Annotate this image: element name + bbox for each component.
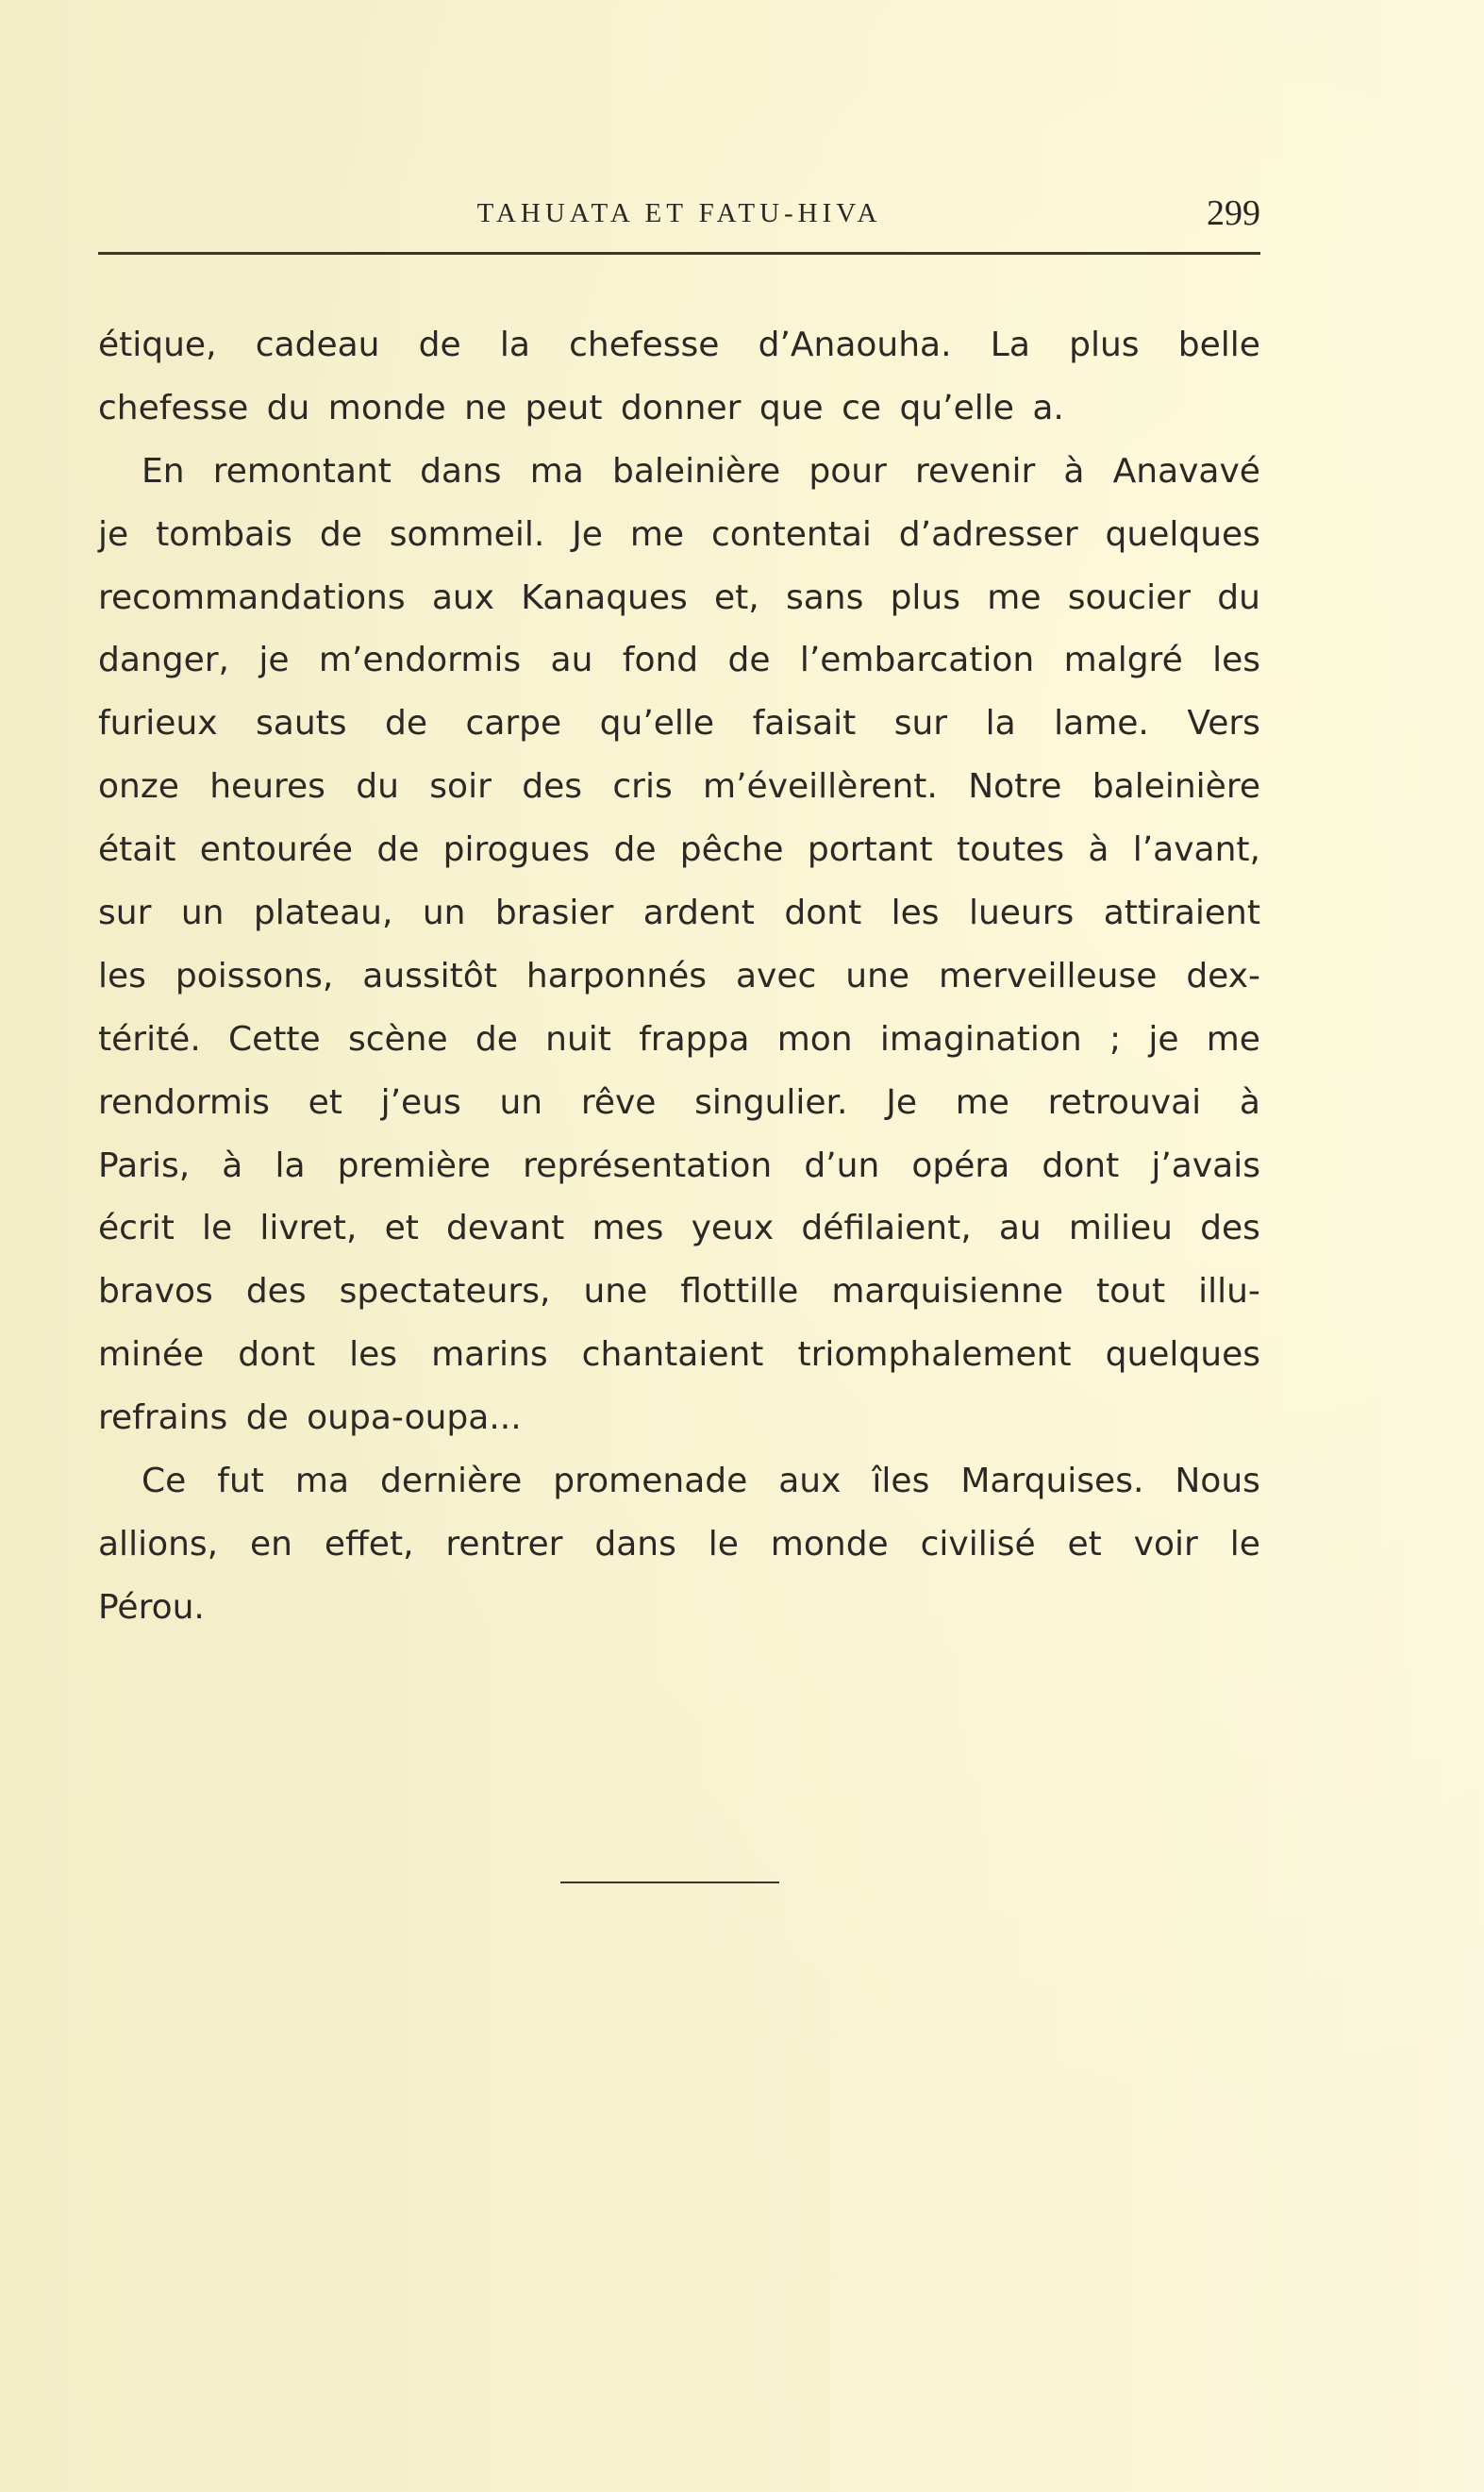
word: le: [1229, 1524, 1260, 1564]
word: plateau,: [253, 894, 393, 933]
word: dont: [1042, 1146, 1120, 1185]
word: mes: [592, 1209, 664, 1248]
word: poissons,: [175, 956, 334, 995]
word: je: [258, 641, 290, 680]
word: un: [422, 894, 466, 933]
word: retrouvai: [1047, 1082, 1202, 1122]
word: rêve: [580, 1082, 657, 1122]
text-line: [98, 1324, 1260, 1387]
word: soir: [429, 767, 492, 807]
word: ardent: [642, 894, 755, 933]
word: Je: [886, 1082, 917, 1122]
word: les: [1212, 641, 1260, 680]
text-line: [98, 1261, 1260, 1324]
text-line: [98, 1135, 1260, 1198]
word: de: [727, 641, 771, 680]
word: je: [98, 514, 129, 554]
word: illu-: [1198, 1272, 1260, 1312]
word: lame.: [1054, 704, 1149, 744]
word: les: [891, 894, 940, 933]
word: flottille: [680, 1272, 799, 1312]
word: des: [522, 767, 582, 807]
word: merveilleuse: [939, 956, 1158, 995]
word: qu’elle: [599, 704, 715, 744]
word: au: [550, 641, 593, 680]
text-line: [98, 504, 1260, 567]
text-line: [98, 1072, 1260, 1135]
word: lueurs: [968, 894, 1075, 933]
word: devant: [446, 1209, 565, 1248]
word: la: [499, 326, 530, 364]
word: le: [708, 1524, 739, 1564]
text-line: [98, 1450, 1260, 1514]
word: toutes: [957, 830, 1064, 870]
word: yeux: [691, 1209, 775, 1248]
word: Vers: [1187, 704, 1260, 744]
word: cadeau: [255, 326, 380, 364]
word: spectateurs,: [339, 1272, 551, 1312]
word: brasier: [494, 894, 614, 933]
word: pirogues: [442, 830, 591, 870]
word: remontant: [212, 451, 392, 491]
word: Anavavé: [1112, 451, 1260, 491]
word: de: [475, 1019, 518, 1059]
word: les: [98, 956, 146, 995]
word: des: [245, 1272, 307, 1312]
word: à: [1063, 451, 1085, 491]
word: heures: [209, 767, 325, 807]
end-rule: [560, 1882, 779, 1883]
word: fut: [217, 1462, 264, 1501]
word: ma: [529, 451, 584, 491]
word: d’adresser: [898, 514, 1078, 554]
word: les: [349, 1335, 398, 1375]
word: une: [845, 956, 910, 995]
word: de: [418, 326, 461, 364]
word: sans: [785, 577, 864, 617]
word: effet,: [324, 1524, 414, 1564]
word: me: [987, 577, 1042, 617]
word: me: [1206, 1019, 1260, 1059]
word: bravos: [98, 1272, 213, 1312]
text-line: [98, 629, 1260, 693]
word: singulier.: [694, 1082, 848, 1122]
word: me: [629, 514, 685, 554]
word: mon: [776, 1019, 853, 1059]
word: Cette: [228, 1019, 321, 1059]
word: îles: [872, 1462, 930, 1501]
word: défilaient,: [801, 1209, 972, 1248]
text-line: [98, 1009, 1260, 1072]
word: le: [202, 1209, 233, 1248]
word: Je: [572, 514, 603, 554]
word: un: [180, 894, 225, 933]
text-line: chefesse du monde ne peut donner que ce qu’elle a.: [98, 388, 1064, 427]
word: rendormis: [98, 1082, 270, 1122]
word: plus: [1069, 326, 1140, 364]
word: cris: [612, 767, 673, 807]
word: d’un: [804, 1146, 880, 1185]
word: d’Anaouha.: [758, 326, 952, 364]
word: chefesse: [569, 326, 720, 364]
word: de: [385, 704, 428, 744]
word: baleinière: [612, 451, 781, 491]
word: de: [613, 830, 657, 870]
word: revenir: [915, 451, 1036, 491]
word: portant: [807, 830, 933, 870]
word: térité.: [98, 1019, 201, 1059]
word: carpe: [465, 704, 562, 744]
word: m’endormis: [318, 641, 522, 680]
word: milieu: [1068, 1209, 1173, 1248]
word: aux: [778, 1462, 842, 1501]
word: au: [998, 1209, 1042, 1248]
word: l’embarcation: [799, 641, 1035, 680]
word: frappa: [639, 1019, 750, 1059]
word: j’avais: [1151, 1146, 1260, 1185]
text-line: [98, 567, 1260, 630]
word: étique,: [98, 326, 217, 364]
word: entourée: [199, 830, 354, 870]
word: de: [376, 830, 420, 870]
word: minée: [98, 1335, 205, 1375]
word: j’eus: [380, 1082, 461, 1122]
word: écrit: [98, 1209, 175, 1248]
word: nuit: [545, 1019, 611, 1059]
word: civilisé: [920, 1524, 1036, 1564]
word: opéra: [911, 1146, 1010, 1185]
word: fond: [622, 641, 699, 680]
word: dont: [784, 894, 862, 933]
word: Nous: [1175, 1462, 1260, 1501]
word: du: [1217, 577, 1260, 617]
word: Kanaques: [521, 577, 688, 617]
word: et: [1067, 1524, 1102, 1564]
word: pour: [809, 451, 887, 491]
word: imagination: [879, 1019, 1082, 1059]
body-text: [98, 314, 1260, 1640]
word: était: [98, 830, 176, 870]
word: Marquises.: [960, 1462, 1144, 1501]
text-line: [98, 1197, 1260, 1261]
word: sur: [98, 894, 152, 933]
word: dex-: [1186, 956, 1260, 995]
word: je: [1148, 1019, 1179, 1059]
word: dans: [594, 1524, 676, 1564]
word: et: [384, 1209, 419, 1248]
word: belle: [1177, 326, 1260, 364]
page-number: 299: [1207, 193, 1260, 233]
word: ma: [294, 1462, 350, 1501]
word: aux: [431, 577, 495, 617]
word: des: [1200, 1209, 1260, 1248]
text-line: [98, 882, 1260, 945]
word: danger,: [98, 641, 229, 680]
word: pêche: [679, 830, 784, 870]
header-rule: [98, 252, 1260, 255]
text-line: [98, 441, 1260, 504]
word: et,: [714, 577, 759, 617]
word: soucier: [1067, 577, 1192, 617]
word: onze: [98, 767, 179, 807]
word: à: [1088, 830, 1109, 870]
word: Notre: [968, 767, 1062, 807]
text-line: [98, 819, 1260, 882]
word: dans: [420, 451, 502, 491]
word: La: [990, 326, 1030, 364]
word: sur: [893, 704, 948, 744]
word: malgré: [1063, 641, 1183, 680]
word: marquisienne: [831, 1272, 1063, 1312]
text-line: refrains de oupa-oupa...: [98, 1398, 522, 1438]
word: En: [142, 451, 185, 491]
word: première: [337, 1146, 492, 1185]
word: chantaient: [581, 1335, 764, 1375]
word: aussitôt: [362, 956, 497, 995]
text-line: [98, 1514, 1260, 1577]
word: dont: [238, 1335, 316, 1375]
word: dernière: [380, 1462, 523, 1501]
word: plus: [890, 577, 961, 617]
text-line: [98, 693, 1260, 756]
word: représentation: [523, 1146, 773, 1185]
word: m’éveillèrent.: [703, 767, 938, 807]
word: marins: [431, 1335, 548, 1375]
word: recommandations: [98, 577, 406, 617]
word: et: [308, 1082, 342, 1122]
word: de: [319, 514, 362, 554]
word: scène: [347, 1019, 448, 1059]
word: la: [275, 1146, 306, 1185]
text-line: [98, 945, 1260, 1009]
word: triomphalement: [797, 1335, 1072, 1375]
word: monde: [770, 1524, 889, 1564]
word: tombais: [156, 514, 292, 554]
word: à: [222, 1146, 243, 1185]
word: à: [1239, 1082, 1260, 1122]
text-line: [98, 756, 1260, 819]
word: ;: [1109, 1019, 1122, 1059]
word: me: [955, 1082, 1009, 1122]
word: quelques: [1105, 1335, 1260, 1375]
running-head: [98, 185, 1260, 242]
word: la: [985, 704, 1016, 744]
word: un: [499, 1082, 543, 1122]
word: avec: [735, 956, 817, 995]
word: Ce: [142, 1462, 187, 1501]
word: promenade: [553, 1462, 748, 1501]
word: baleinière: [1092, 767, 1260, 807]
word: quelques: [1105, 514, 1260, 554]
word: livret,: [259, 1209, 358, 1248]
word: tout: [1096, 1272, 1166, 1312]
word: faisait: [752, 704, 857, 744]
word: sauts: [256, 704, 347, 744]
text-line: Pérou.: [98, 1587, 205, 1627]
word: allions,: [98, 1524, 219, 1564]
word: en: [250, 1524, 292, 1564]
word: attiraient: [1103, 894, 1260, 933]
word: furieux: [98, 704, 218, 744]
running-title: TAHUATA ET FATU-HIVA: [476, 198, 882, 228]
word: Paris,: [98, 1146, 191, 1185]
text-line: [98, 314, 1260, 377]
word: sommeil.: [389, 514, 545, 554]
word: harponnés: [525, 956, 707, 995]
word: voir: [1133, 1524, 1198, 1564]
word: contentai: [710, 514, 872, 554]
word: du: [356, 767, 399, 807]
word: une: [583, 1272, 648, 1312]
word: l’avant,: [1132, 830, 1260, 870]
word: rentrer: [445, 1524, 563, 1564]
